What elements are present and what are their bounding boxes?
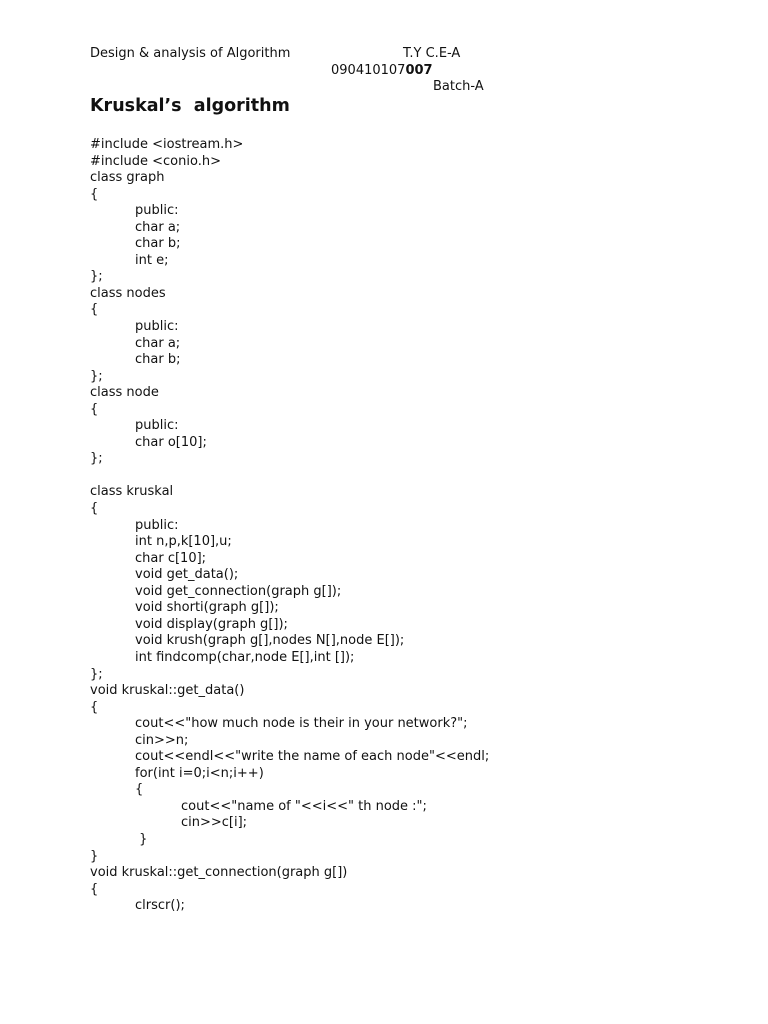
code-line: }; bbox=[90, 451, 103, 467]
header-roll-number bbox=[331, 63, 433, 79]
code-line: public: bbox=[135, 203, 179, 219]
code-line: public: bbox=[135, 517, 179, 533]
code-line: cout<<"how much node is their in your network?"; bbox=[135, 716, 468, 732]
code-line: void kruskal::get_connection(graph g[]) bbox=[90, 865, 348, 881]
code-line: } bbox=[90, 848, 99, 864]
code-line: { bbox=[90, 186, 99, 202]
code-line: cin>>c[i]; bbox=[181, 815, 248, 831]
code-line: #include <conio.h> bbox=[90, 153, 221, 169]
code-line: class graph bbox=[90, 170, 165, 186]
code-line: }; bbox=[90, 666, 103, 682]
code-line: }; bbox=[90, 368, 103, 384]
code-line: { bbox=[90, 699, 99, 715]
code-line: { bbox=[90, 401, 99, 417]
code-line: void display(graph g[]); bbox=[135, 616, 288, 632]
document-title: Kruskal’s algorithm bbox=[90, 96, 290, 116]
code-line: for(int i=0;i<n;i++) bbox=[135, 765, 264, 781]
code-line: class nodes bbox=[90, 285, 166, 301]
code-line bbox=[90, 468, 489, 485]
header-class: T.Y C.E-A bbox=[403, 46, 461, 61]
code-line: clrscr(); bbox=[135, 898, 185, 914]
code-line: public: bbox=[135, 418, 179, 434]
code-line: int e; bbox=[135, 252, 169, 268]
roll-number-suffix: 007 bbox=[405, 63, 433, 78]
code-line: { bbox=[135, 782, 144, 798]
code-line: char o[10]; bbox=[135, 434, 207, 450]
code-line: void get_data(); bbox=[135, 567, 239, 583]
code-line: class kruskal bbox=[90, 484, 174, 500]
code-line: void krush(graph g[],nodes N[],node E[]); bbox=[135, 633, 405, 649]
code-line: { bbox=[90, 881, 99, 897]
code-line: { bbox=[90, 302, 99, 318]
code-line: class node bbox=[90, 385, 159, 401]
code-line: int n,p,k[10],u; bbox=[135, 534, 232, 550]
code-line: { bbox=[90, 501, 99, 517]
code-line: char a; bbox=[135, 335, 181, 351]
code-line: public: bbox=[135, 319, 179, 335]
code-line: void kruskal::get_data() bbox=[90, 683, 245, 699]
code-line: int findcomp(char,node E[],int []); bbox=[135, 649, 355, 665]
code-listing bbox=[90, 137, 489, 915]
code-line: void get_connection(graph g[]); bbox=[135, 583, 342, 599]
code-line: cout<<endl<<"write the name of each node"<<endl; bbox=[135, 749, 490, 765]
code-line: char b; bbox=[135, 352, 181, 368]
header-subject: Design & analysis of Algorithm bbox=[90, 46, 291, 61]
code-line: } bbox=[135, 831, 148, 847]
header-batch: Batch-A bbox=[433, 79, 484, 94]
code-line: void shorti(graph g[]); bbox=[135, 600, 279, 616]
roll-number-prefix: 090410107 bbox=[331, 63, 406, 78]
code-line: char b; bbox=[135, 236, 181, 252]
code-line: char c[10]; bbox=[135, 550, 207, 566]
code-line: cin>>n; bbox=[135, 732, 189, 748]
code-line: cout<<"name of "<<i<<" th node :"; bbox=[181, 798, 427, 814]
code-line: #include <iostream.h> bbox=[90, 137, 244, 152]
code-line: }; bbox=[90, 269, 103, 285]
code-line: char a; bbox=[135, 219, 181, 235]
